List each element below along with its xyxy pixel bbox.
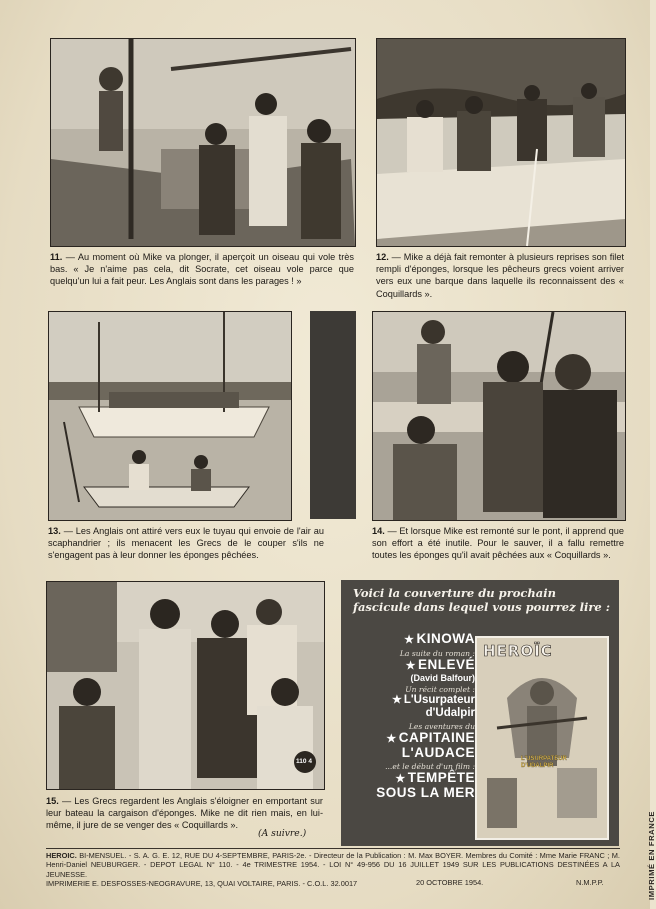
ad-item-intro: Les aventures du — [408, 722, 475, 731]
colophon-date: 20 OCTOBRE 1954. — [416, 878, 484, 887]
caption-text: — Et lorsque Mike est remonté sur le pont, il apprend que son effort a été inutile. Pour le sauver, il a fallu remettre toutes les éponges qu'il avait pêchées aux « Coquillards ». — [372, 526, 624, 561]
ad-item-sub: (David Balfour) — [410, 673, 475, 683]
caption-panel-11 — [50, 251, 354, 288]
ad-item-intro: La suite du roman : — [399, 649, 475, 658]
ad-content-list — [355, 632, 475, 802]
ad-item — [355, 762, 475, 800]
next-issue-cover — [475, 636, 609, 840]
star-icon: ★ — [395, 773, 406, 785]
ad-item — [355, 722, 475, 760]
photo-panel-12 — [376, 38, 626, 247]
ad-item-title: TEMPÊTE SOUS LA MER — [376, 770, 475, 800]
colophon-text: BI-MENSUEL. - S. A. G. E. 12, RUE DU 4-SEPTEMBRE, PARIS-2e. - Directeur de la Publication : M. Max BOYER. Membres du Comité : Mme Marie FRANC ; M. Henri-Daniel NEUBURGER. - DEPOT LEGAL N° 110. - 4e TRIMESTRE 1954. - LOI N° 49-956 DU 16 JUILLET 1949 SUR LES PUBLICATIONS DESTINÉES A LA JEUNESSE. — [46, 851, 620, 879]
caption-number: 14. — [372, 526, 385, 536]
caption-text: — Les Anglais ont attiré vers eux le tuyau qui envoie de l'air au scaphandrier ; ils menacent les Grecs de le couper s'ils ne s'engagent pas à leur donner les éponges pêchées. — [48, 526, 324, 561]
caption-number: 15. — [46, 796, 59, 806]
colophon-distributor: N.M.P.P. — [576, 878, 604, 887]
star-icon: ★ — [392, 694, 402, 706]
caption-number: 11. — [50, 252, 63, 262]
ad-item-intro: ...et le début d'un film : — [385, 762, 475, 771]
ad-item-intro: Un récit complet : — [405, 685, 475, 694]
photo-panel-14 — [372, 311, 626, 521]
cover-caption: L'USURPATEUR D'UDALPIR — [521, 756, 567, 769]
colophon — [46, 851, 620, 889]
printed-in-france-label — [637, 780, 656, 900]
caption-panel-13 — [48, 525, 324, 562]
caption-text: — Au moment où Mike va plonger, il aperçoit un oiseau qui vole très bas. « Je n'aime pas cela, dit Socrate, cet oiseau vole parce que quelqu'un lui a fait peur. Les Anglais sont dans les parages ! » — [50, 252, 354, 287]
ad-item-title: CAPITAINE L'AUDACE — [398, 730, 475, 760]
to-be-continued: (A suivre.) — [258, 828, 307, 839]
caption-panel-15 — [46, 795, 323, 832]
ad-item-title: KINOWA — [416, 631, 475, 646]
star-icon: ★ — [386, 733, 397, 745]
colophon-printer: IMPRIMERIE E. DESFOSSES-NEOGRAVURE, 13, QUAI VOLTAIRE, PARIS. - C.O.L. 32.0017 — [46, 879, 358, 889]
ad-item-title: ENLEVÉ — [417, 657, 475, 672]
photo-panel-13 — [48, 311, 292, 521]
cover-logo: HEROÏC — [483, 642, 553, 660]
star-icon: ★ — [405, 660, 416, 672]
ad-item — [355, 632, 475, 647]
ad-item — [355, 649, 475, 683]
ad-heading: Voici la couverture du prochain fascicule dans lequel vous pourrez lire : — [353, 586, 610, 614]
caption-text: — Mike a déjà fait remonter à plusieurs reprises son filet rempli d'éponges, lorsque les pêcheurs grecs voient arriver vers eux une barque dans laquelle ils reconnaissent des « Coquillards ». — [376, 252, 624, 299]
next-issue-ad — [341, 580, 619, 846]
photo-panel-15 — [46, 581, 325, 790]
footer-rule — [46, 848, 620, 849]
ad-item-title: L'Usurpateur d'Udalpir — [403, 694, 475, 719]
caption-number: 12. — [376, 252, 389, 262]
caption-text: — Les Grecs regardent les Anglais s'éloigner en emportant sur leur bateau la cargaison d'éponges. Mike ne dit rien mais, en lui-même, il jure de se venger des « Coquillards ». — [46, 796, 323, 831]
photo-panel-11 — [50, 38, 356, 247]
star-icon: ★ — [404, 634, 415, 646]
decorative-dark-band — [310, 311, 356, 519]
side-text: IMPRIMÉ EN FRANCE — [647, 810, 656, 900]
caption-panel-12 — [376, 251, 624, 300]
ad-item — [355, 685, 475, 720]
caption-number: 13. — [48, 526, 61, 536]
colophon-brand: HEROIC. — [46, 851, 77, 860]
photo-tag: 110 4 — [296, 758, 312, 765]
caption-panel-14 — [372, 525, 624, 562]
